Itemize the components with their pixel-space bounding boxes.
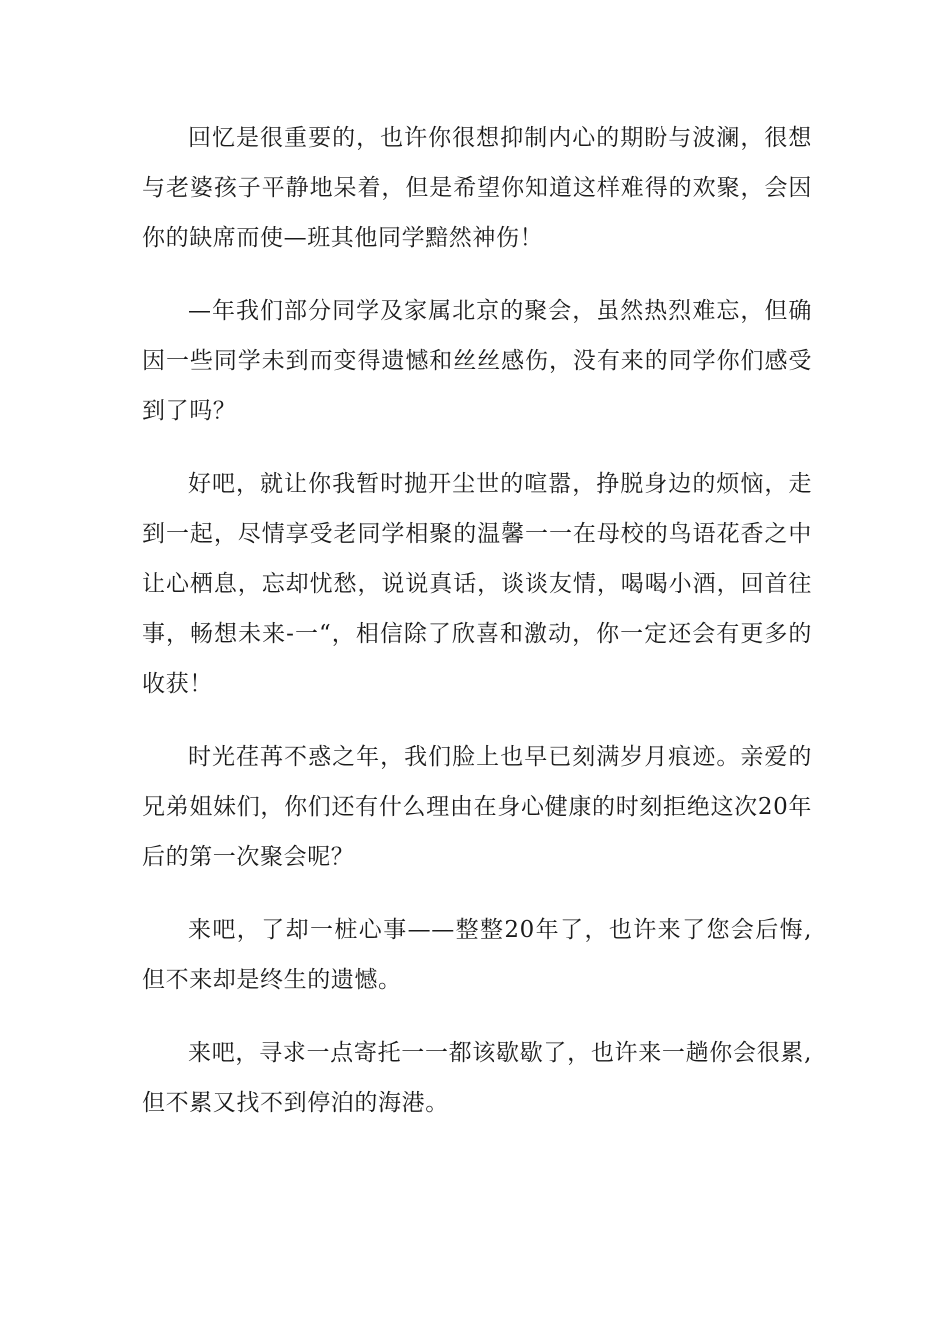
paragraph-6: 来吧，寻求一点寄托一一都该歇歇了，也许来一趟你会很累,但不累又找不到停泊的海港。 [142, 1040, 812, 1116]
paragraph-3: 好吧，就让你我暂时抛开尘世的喧嚣，挣脱身边的烦恼，走到一起，尽情享受老同学相聚的温馨一一在母校的鸟语花香之中让心栖息，忘却忧愁，说说真话，谈谈友情，喝喝小酒，回首往事，畅想未来-一“，相信除了欣喜和激动，你一定还会有更多的收获！ [142, 471, 812, 697]
paragraph-4: 时光荏苒不惑之年，我们脸上也早已刻满岁月痕迹。亲爱的兄弟姐妹们，你们还有什么理由在身心健康的时刻拒绝这次20年后的第一次聚会呢？ [142, 744, 812, 870]
paragraph-2: —年我们部分同学及家属北京的聚会，虽然热烈难忘，但确因一些同学未到而变得遗憾和丝丝感伤，没有来的同学你们感受到了吗？ [142, 298, 812, 424]
paragraph-1: 回忆是很重要的，也许你很想抑制内心的期盼与波澜，很想与老婆孩子平静地呆着，但是希望你知道这样难得的欢聚，会因你的缺席而使—班其他同学黯然神伤！ [142, 125, 812, 251]
document-body [142, 113, 812, 1151]
paragraph-5: 来吧，了却一桩心事——整整20年了，也许来了您会后悔,但不来却是终生的遗憾。 [142, 917, 812, 993]
